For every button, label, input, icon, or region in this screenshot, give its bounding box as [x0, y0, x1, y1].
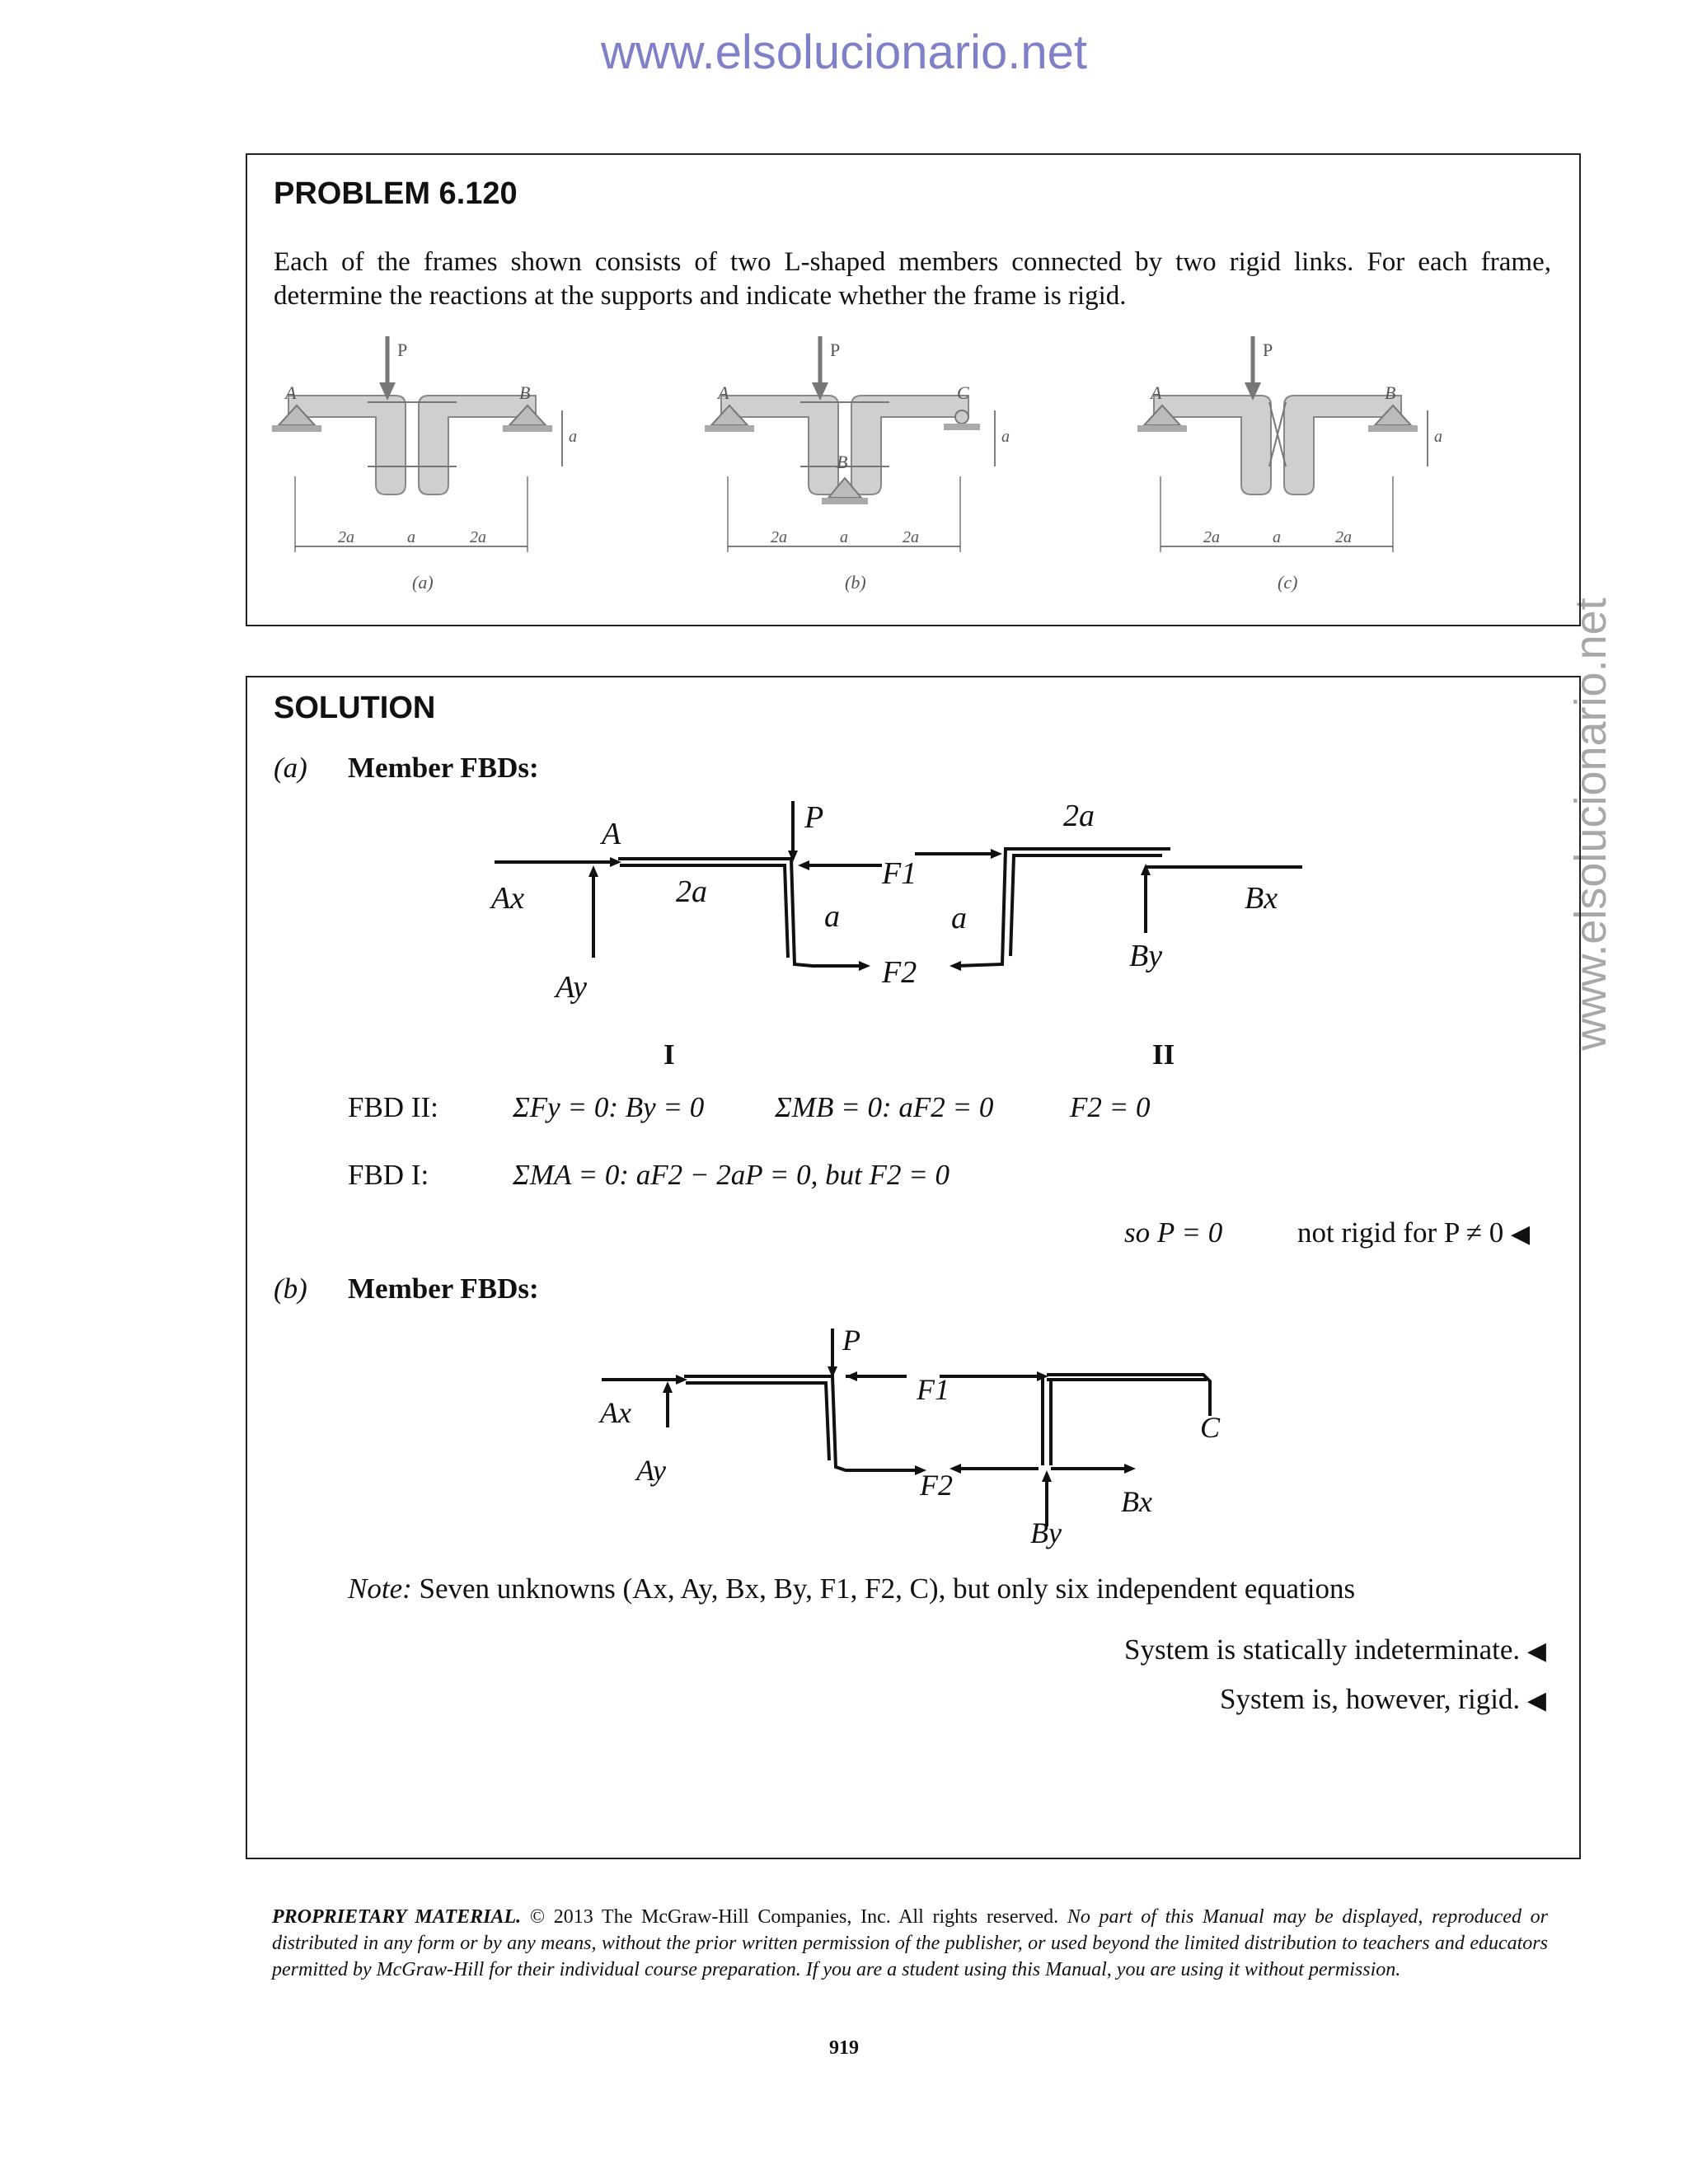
svg-text:B: B	[519, 382, 531, 403]
svg-text:2a: 2a	[1335, 528, 1352, 546]
svg-text:C: C	[957, 382, 969, 403]
result-marker-icon: ◀	[1526, 1637, 1546, 1666]
svg-text:(a): (a)	[412, 572, 434, 593]
fbd-b-label-F2: F2	[920, 1469, 953, 1502]
fbd-label-Bx: Bx	[1245, 881, 1278, 916]
part-a-label: (a)	[274, 752, 307, 784]
fbd-b-label-Ay: Ay	[636, 1454, 666, 1487]
svg-text:a: a	[1273, 528, 1281, 546]
fbd-sketch-b	[593, 1320, 1500, 1551]
svg-text:(b): (b)	[845, 572, 866, 593]
fbd1-eq: ΣMA = 0: aF2 − 2aP = 0, but F2 = 0	[513, 1159, 950, 1191]
page-number: 919	[829, 2037, 859, 2059]
svg-text:2a: 2a	[771, 528, 787, 546]
frame-figure-a	[264, 336, 676, 600]
fbd-b-label-Ax: Ax	[600, 1396, 631, 1429]
part-b-heading: Member FBDs:	[348, 1272, 539, 1305]
svg-text:A: A	[285, 382, 297, 403]
svg-text:a: a	[569, 428, 577, 446]
svg-text:B: B	[837, 452, 848, 472]
fbd-label-2a-II: 2a	[1063, 799, 1095, 833]
fbd-label-F1: F1	[882, 856, 917, 891]
fbd-label-By: By	[1129, 939, 1163, 973]
fbd-label-a-II: a	[951, 901, 967, 935]
watermark-top: www.elsolucionario.net	[601, 26, 1087, 79]
note: Note: Seven unknowns (Ax, Ay, Bx, By, F1, F2, C), but only six independent equations	[348, 1572, 1356, 1605]
svg-text:A: A	[1151, 382, 1162, 403]
result-not-rigid: not rigid for P ≠ 0 ◀	[1297, 1216, 1531, 1249]
svg-text:a: a	[1434, 428, 1442, 446]
svg-text:2a: 2a	[903, 528, 919, 546]
proprietary-footer: PROPRIETARY MATERIAL. © 2013 The McGraw-Hill Companies, Inc. All rights reserved. No part of this Manual may be displayed, reproduced or distributed in any form or by any means, without the prior written permission of the publisher, or used beyond the limited distribution to teachers and educators permitted by McGraw-Hill for their individual course preparation. If you are a student using this Manual, you are using it without permission.	[272, 1906, 1548, 1980]
result-indeterminate: System is statically indeterminate. ◀	[1123, 1633, 1546, 1666]
svg-text:P: P	[830, 340, 841, 360]
problem-title: PROBLEM 6.120	[274, 176, 518, 211]
svg-text:2a: 2a	[338, 528, 354, 546]
fbd-sketch-a	[486, 793, 1393, 1007]
fbd-label-P: P	[804, 800, 824, 835]
svg-text:2a: 2a	[1203, 528, 1220, 546]
problem-statement: Each of the frames shown consists of two L-shaped members connected by two rigid links. For each frame, determine the reactions at the supports and indicate whether the frame is rigid.	[274, 247, 1551, 311]
svg-text:B: B	[1385, 382, 1396, 403]
svg-text:P: P	[397, 340, 408, 360]
solution-box	[246, 676, 1581, 1859]
svg-text:P: P	[1263, 340, 1273, 360]
part-a-heading: Member FBDs:	[348, 752, 539, 784]
fbd-label-a-I: a	[824, 899, 840, 934]
frame-figure-c	[1129, 336, 1541, 600]
fbd2-eq-sum-fy: ΣFy = 0: By = 0	[513, 1091, 705, 1123]
svg-text:a: a	[407, 528, 415, 546]
svg-text:2a: 2a	[470, 528, 486, 546]
fbd-label-F2: F2	[882, 955, 917, 990]
fbd-b-label-By: By	[1030, 1516, 1062, 1549]
svg-text:a: a	[1001, 428, 1010, 446]
fbd-label-2a-I: 2a	[676, 874, 707, 909]
result-marker-icon: ◀	[1511, 1220, 1531, 1249]
result-p-zero: so P = 0	[1124, 1216, 1223, 1249]
fbd-label-II: II	[1152, 1038, 1175, 1071]
result-marker-icon: ◀	[1526, 1686, 1546, 1715]
fbd-b-label-P: P	[842, 1324, 860, 1357]
fbd-b-label-F1: F1	[917, 1373, 950, 1406]
part-b-label: (b)	[274, 1272, 307, 1305]
fbd-label-Ax: Ax	[491, 881, 525, 916]
fbd-b-label-C: C	[1200, 1411, 1221, 1444]
frame-figure-b	[696, 336, 1109, 600]
result-rigid: System is, however, rigid. ◀	[1220, 1683, 1546, 1715]
svg-text:(c): (c)	[1278, 572, 1298, 593]
problem-box	[246, 153, 1581, 626]
svg-text:a: a	[840, 528, 848, 546]
svg-text:A: A	[718, 382, 729, 403]
fbd2-eq-sum-mb: ΣMB = 0: aF2 = 0	[775, 1091, 994, 1123]
fbd-label-I: I	[663, 1038, 675, 1071]
fbd-label-Ay: Ay	[556, 970, 587, 1005]
fbd1-name: FBD I:	[348, 1159, 429, 1191]
solution-title: SOLUTION	[274, 691, 436, 725]
fbd-label-A: A	[602, 817, 621, 851]
fbd2-eq-f2: F2 = 0	[1070, 1091, 1151, 1123]
fbd2-name: FBD II:	[348, 1091, 438, 1123]
fbd-b-label-Bx: Bx	[1121, 1485, 1152, 1518]
